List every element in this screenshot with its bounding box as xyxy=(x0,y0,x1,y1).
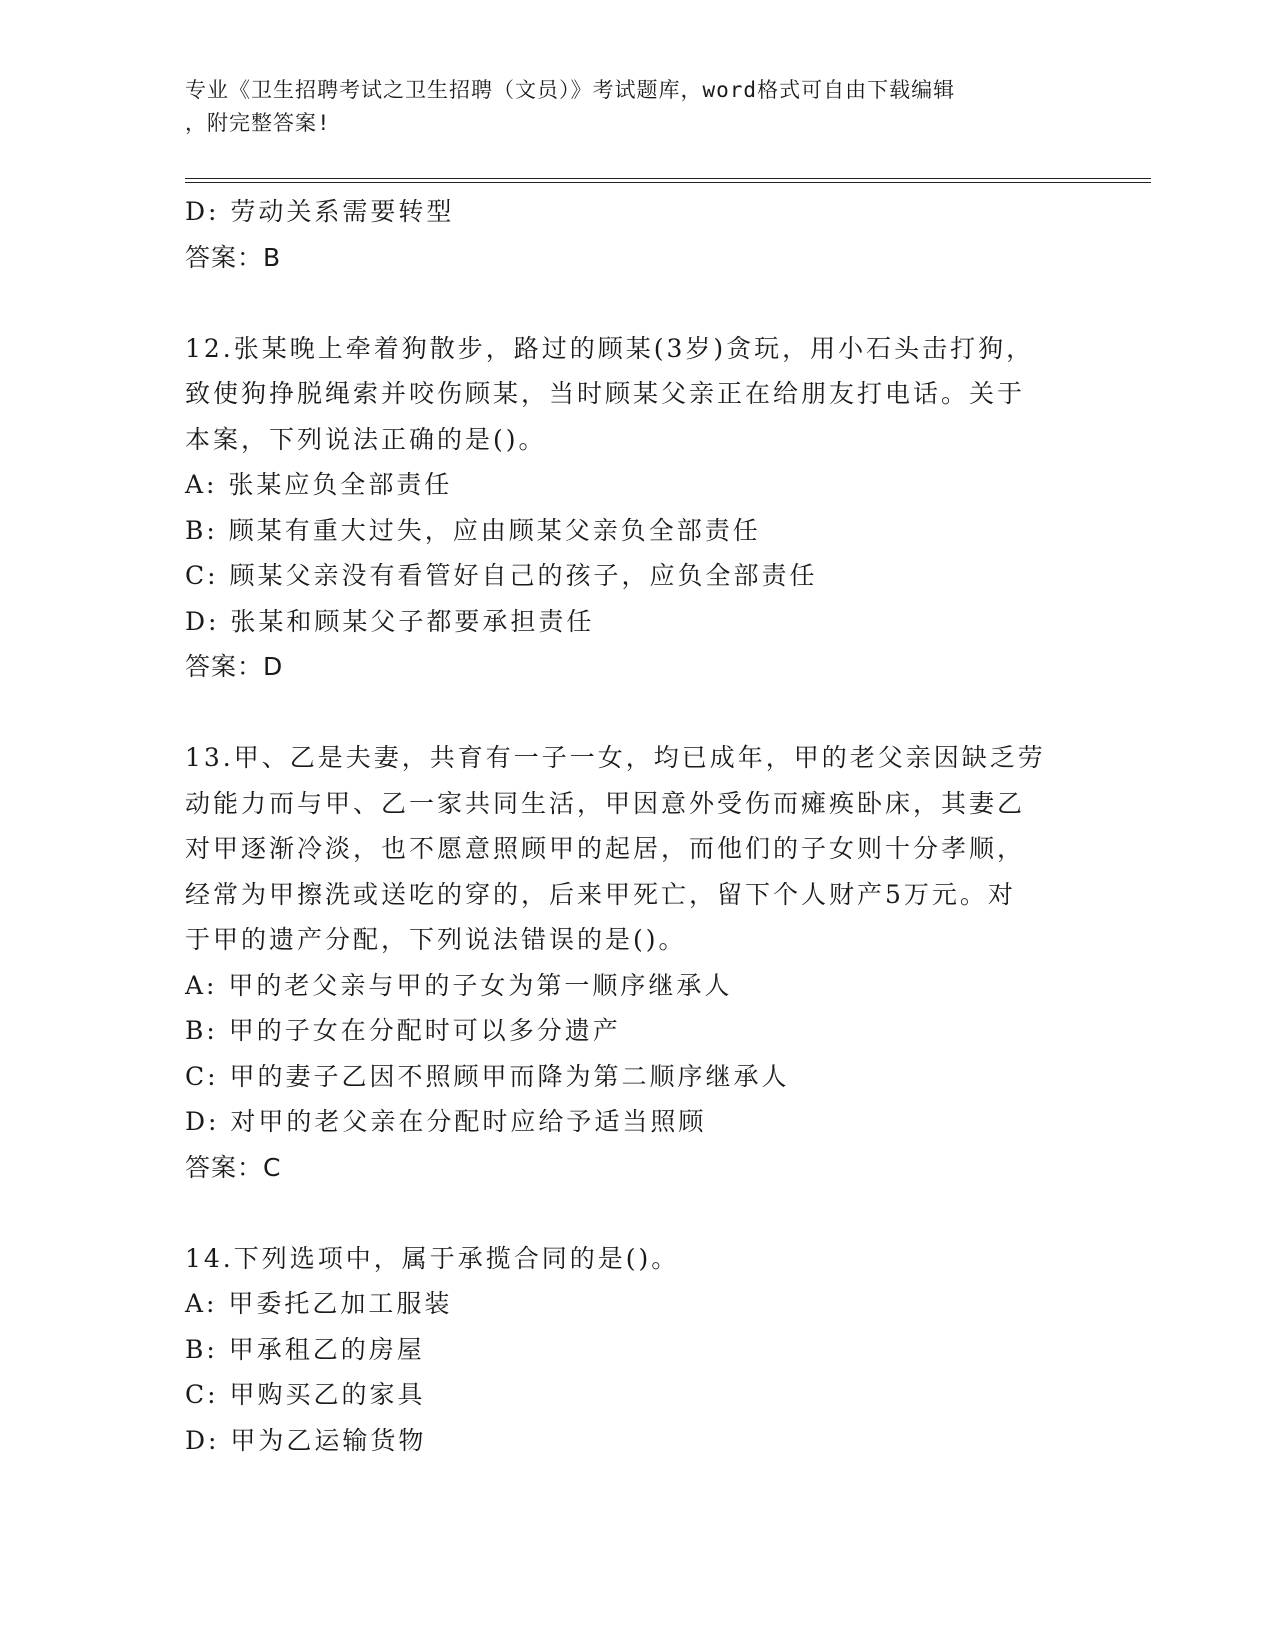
header-rule-top xyxy=(185,178,1151,179)
question-stem-line: 致使狗挣脱绳索并咬伤顾某，当时顾某父亲正在给朋友打电话。关于 xyxy=(185,379,1026,408)
option-c: C: 甲的妻子乙因不照顾甲而降为第二顺序继承人 xyxy=(185,1061,790,1091)
question-12 xyxy=(185,326,1075,690)
question-content xyxy=(185,189,1075,1463)
option-d: D: 甲为乙运输货物 xyxy=(185,1425,427,1455)
question-stem-line: 本案，下列说法正确的是()。 xyxy=(185,424,547,454)
prev-answer: 答案：B xyxy=(185,242,282,272)
answer: 答案：C xyxy=(185,1152,282,1182)
header-rule-bottom xyxy=(185,182,1151,183)
spacer xyxy=(185,690,1075,736)
spacer xyxy=(185,280,1075,326)
option-a: A: 张某应负全部责任 xyxy=(185,470,453,499)
option-b: B: 甲的子女在分配时可以多分遗产 xyxy=(185,1016,621,1045)
question-stem-line: 对甲逐渐冷淡，也不愿意照顾甲的起居，而他们的子女则十分孝顺， xyxy=(185,834,1026,863)
page-header xyxy=(185,74,1065,140)
option-c: C: 甲购买乙的家具 xyxy=(185,1380,426,1409)
question-stem-line: 于甲的遗产分配，下列说法错误的是()。 xyxy=(185,925,687,954)
question-stem-line: 13.甲、乙是夫妻，共育有一子一女，均已成年，甲的老父亲因缺乏劳 xyxy=(185,743,1046,772)
prev-option-d: D: 劳动关系需要转型 xyxy=(185,197,455,226)
question-14 xyxy=(185,1236,1075,1464)
question-13 xyxy=(185,735,1075,1190)
option-d: D: 张某和顾某父子都要承担责任 xyxy=(185,606,595,636)
option-b: B: 甲承租乙的房屋 xyxy=(185,1334,425,1364)
header-line-1: 专业《卫生招聘考试之卫生招聘（文员）》考试题库，word格式可自由下载编辑 xyxy=(185,78,956,102)
option-a: A: 甲的老父亲与甲的子女为第一顺序继承人 xyxy=(185,970,733,1000)
question-stem-line: 经常为甲擦洗或送吃的穿的，后来甲死亡，留下个人财产5万元。对 xyxy=(185,879,1016,909)
question-stem-line: 12.张某晚上牵着狗散步，路过的顾某(3岁)贪玩，用小石头击打狗， xyxy=(185,333,1035,363)
header-line-2: ，附完整答案! xyxy=(185,111,331,135)
question-stem-line: 14.下列选项中，属于承揽合同的是()。 xyxy=(185,1243,680,1273)
spacer xyxy=(185,1190,1075,1236)
option-b: B: 顾某有重大过失，应由顾某父亲负全部责任 xyxy=(185,515,761,545)
answer: 答案：D xyxy=(185,652,284,681)
option-a: A: 甲委托乙加工服装 xyxy=(185,1289,453,1318)
option-c: C: 顾某父亲没有看管好自己的孩子，应负全部责任 xyxy=(185,561,818,590)
question-stem-line: 动能力而与甲、乙一家共同生活，甲因意外受伤而瘫痪卧床，其妻乙 xyxy=(185,788,1026,818)
option-d: D: 对甲的老父亲在分配时应给予适当照顾 xyxy=(185,1107,707,1136)
